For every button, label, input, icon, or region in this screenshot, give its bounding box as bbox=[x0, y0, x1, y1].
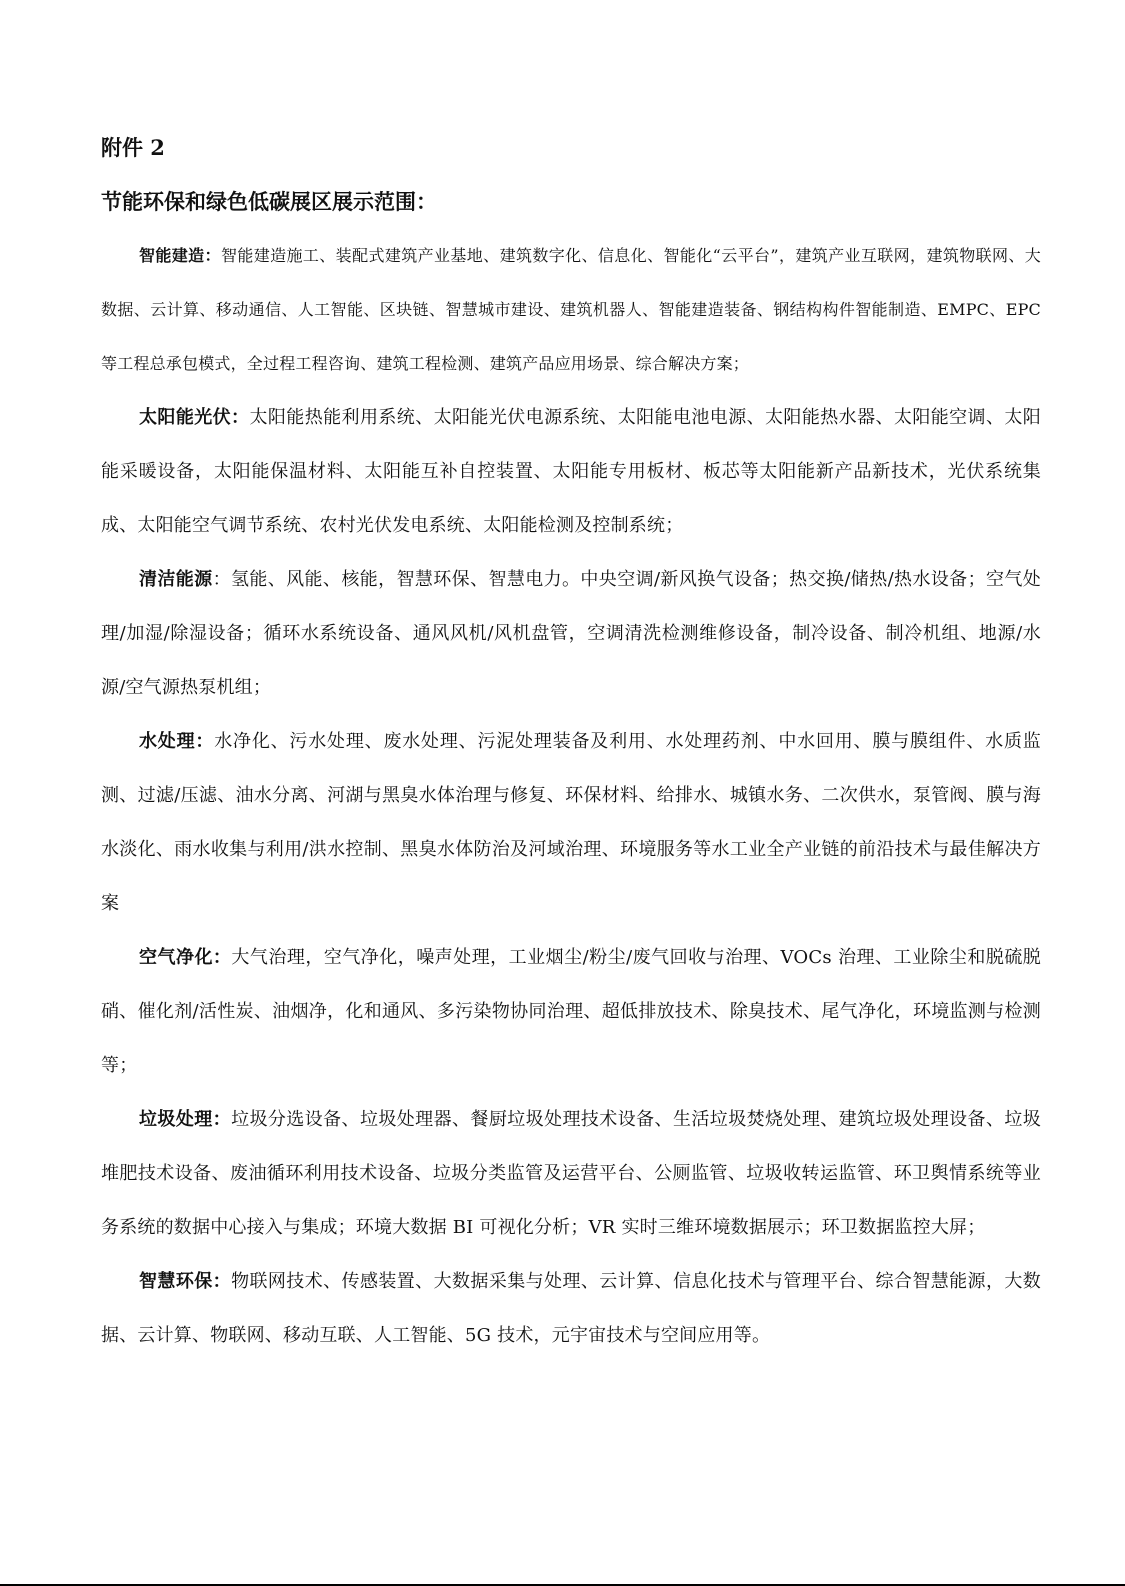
section-text: 大气治理，空气净化，噪声处理，工业烟尘/粉尘/废气回收与治理、VOCs 治理、工业除尘和脱硫脱硝、催化剂/活性炭、油烟净，化和通风、多污染物协同治理、超低排放技术、除臭技术、尾气净化，环境监测与检测等； bbox=[101, 947, 1041, 1076]
section-text: 水净化、污水处理、废水处理、污泥处理装备及利用、水处理药剂、中水回用、膜与膜组件、水质监测、过滤/压滤、油水分离、河湖与黑臭水体治理与修复、环保材料、给排水、城镇水务、二次供水，泵管阀、膜与海水淡化、雨水收集与利用/洪水控制、黑臭水体防治及河域治理、环境服务等水工业全产业链的前沿技术与最佳解决方案 bbox=[101, 731, 1041, 914]
section-label: 智能建造： bbox=[139, 246, 221, 265]
attachment-label: 附件 2 bbox=[101, 135, 165, 160]
section-text: ：氢能、风能、核能，智慧环保、智慧电力。中央空调/新风换气设备；热交换/储热/热水设备；空气处理/加湿/除湿设备；循环水系统设备、通风风机/风机盘管，空调清洗检测维修设备，制冷设备、制冷机组、地源/水源/空气源热泵机组； bbox=[101, 569, 1041, 698]
section-label: 空气净化： bbox=[139, 947, 232, 968]
section-label: 太阳能光伏： bbox=[139, 407, 250, 428]
section-air-purification bbox=[101, 931, 1041, 1093]
section-text: 太阳能热能利用系统、太阳能光伏电源系统、太阳能电池电源、太阳能热水器、太阳能空调、太阳能采暖设备，太阳能保温材料、太阳能互补自控装置、太阳能专用板材、板芯等太阳能新产品新技术，光伏系统集成、太阳能空气调节系统、农村光伏发电系统、太阳能检测及控制系统； bbox=[101, 407, 1041, 536]
section-label: 垃圾处理： bbox=[139, 1109, 232, 1130]
section-smart-environment bbox=[101, 1255, 1041, 1363]
section-text: 智能建造施工、装配式建筑产业基地、建筑数字化、信息化、智能化“云平台”，建筑产业互联网，建筑物联网、大数据、云计算、移动通信、人工智能、区块链、智慧城市建设、建筑机器人、智能建造装备、钢结构构件智能制造、EMPC、EPC 等工程总承包模式，全过程工程咨询、建筑工程检测、建筑产品应用场景、综合解决方案； bbox=[101, 246, 1041, 373]
section-clean-energy bbox=[101, 553, 1041, 715]
section-label: 智慧环保： bbox=[139, 1271, 232, 1292]
section-smart-construction bbox=[101, 229, 1041, 391]
section-water-treatment bbox=[101, 715, 1041, 931]
section-text: 垃圾分选设备、垃圾处理器、餐厨垃圾处理技术设备、生活垃圾焚烧处理、建筑垃圾处理设备、垃圾堆肥技术设备、废油循环利用技术设备、垃圾分类监管及运营平台、公厕监管、垃圾收转运监管、环卫舆情系统等业务系统的数据中心接入与集成；环境大数据 BI 可视化分析；VR 实时三维环境数据展示；环卫数据监控大屏； bbox=[101, 1109, 1041, 1238]
exhibition-scope-list bbox=[101, 229, 1041, 1363]
section-label: 清洁能源 bbox=[139, 569, 213, 590]
section-solar-pv bbox=[101, 391, 1041, 553]
document-title: 节能环保和绿色低碳展区展示范围： bbox=[101, 190, 437, 214]
section-text: 物联网技术、传感装置、大数据采集与处理、云计算、信息化技术与管理平台、综合智慧能源，大数据、云计算、物联网、移动互联、人工智能、5G 技术，元宇宙技术与空间应用等。 bbox=[101, 1271, 1041, 1346]
section-waste-treatment bbox=[101, 1093, 1041, 1255]
section-label: 水处理： bbox=[139, 731, 215, 752]
